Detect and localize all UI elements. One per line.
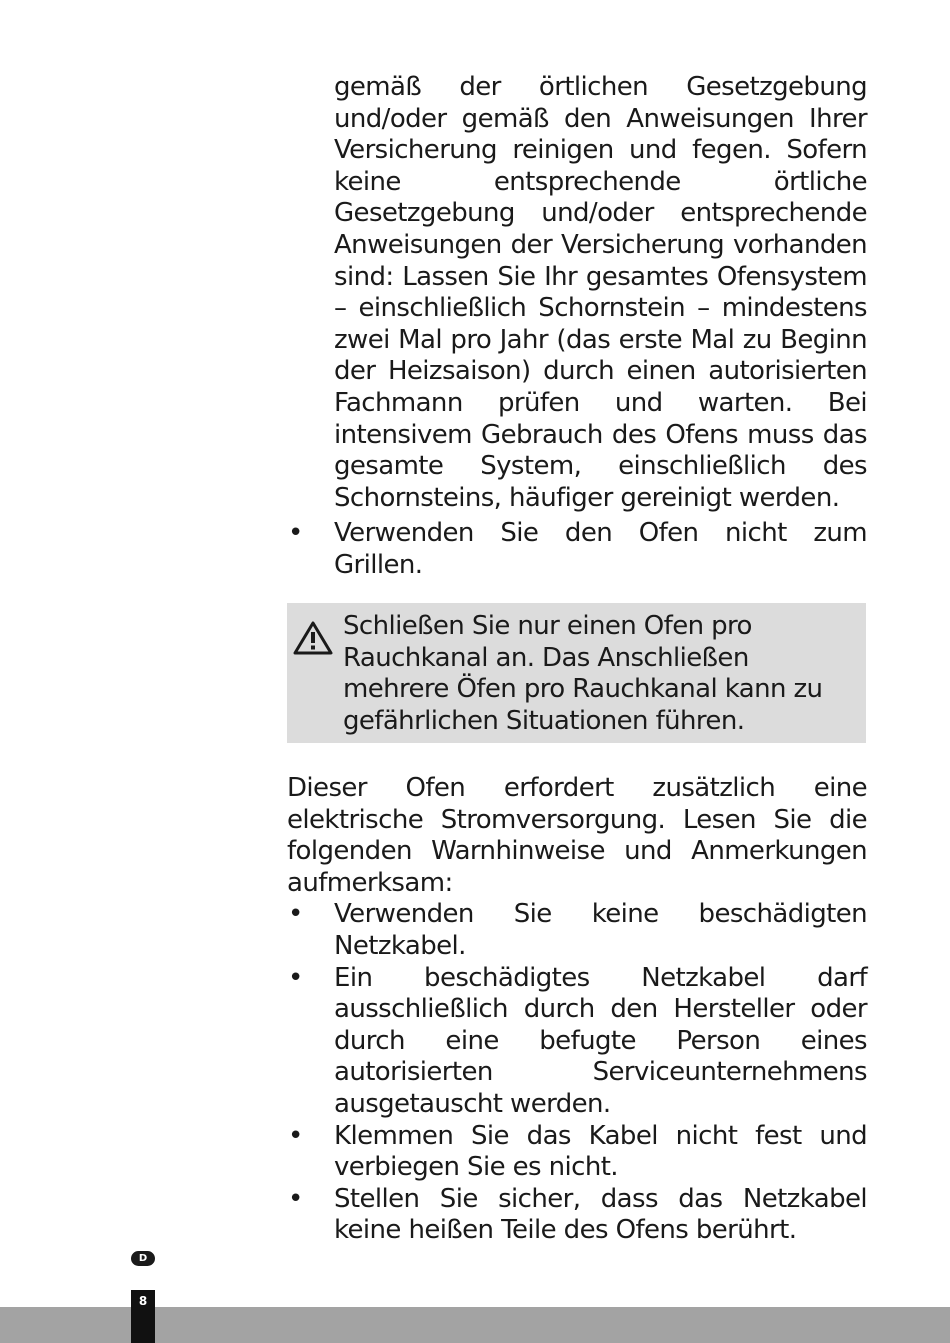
bullet-list-2 bbox=[287, 899, 867, 1247]
list-item: • Stellen Sie sicher, dass das Netzkabel keine heißen Teile des Ofens berührt. bbox=[287, 1184, 867, 1247]
warning-triangle-icon bbox=[292, 620, 334, 656]
list-item: • Verwenden Sie den Ofen nicht zum Grillen. bbox=[287, 518, 867, 581]
continuation-paragraph: gemäß der örtlichen Gesetzgebung und/oder gemäß den Anweisungen Ihrer Versicherung reinigen und fegen. Sofern keine entsprechende örtliche Gesetzgebung und/oder entsprechende Anweisungen der Versicherung vorhanden sind: Lassen Sie Ihr gesamtes Ofensystem – einschließlich Schornstein – mindestens zwei Mal pro Jahr (das erste Mal zu Beginn der Heizsaison) durch einen autorisierten Fachmann prüfen und warten. Bei intensivem Gebrauch des Ofens muss das gesamte System, einschließlich des Schornsteins, häufiger gereinigt werden. bbox=[334, 72, 867, 513]
warning-box bbox=[287, 603, 866, 743]
continuation-block bbox=[334, 72, 867, 514]
bullet-list-1 bbox=[287, 518, 867, 581]
electrical-section bbox=[287, 773, 867, 1247]
list-item: • Verwenden Sie keine beschädigten Netzkabel. bbox=[287, 899, 867, 962]
intro-paragraph: Dieser Ofen erfordert zusätzlich eine elektrische Stromversorgung. Lesen Sie die folgenden Warnhinweise und Anmerkungen aufmerksam: bbox=[287, 773, 867, 898]
list-item: • Klemmen Sie das Kabel nicht fest und verbiegen Sie es nicht. bbox=[287, 1121, 867, 1184]
page-number: 8 bbox=[131, 1290, 155, 1343]
warning-text: Schließen Sie nur einen Ofen pro Rauchkanal an. Das Anschließen mehrere Öfen pro Rauchkanal kann zu gefährlichen Situationen führen. bbox=[343, 611, 823, 736]
list-item: • Ein beschädigtes Netzkabel darf ausschließlich durch den Hersteller oder durch eine befugte Person eines autorisierten Serviceunternehmens ausgetauscht werden. bbox=[287, 963, 867, 1121]
language-badge: D bbox=[131, 1251, 155, 1266]
